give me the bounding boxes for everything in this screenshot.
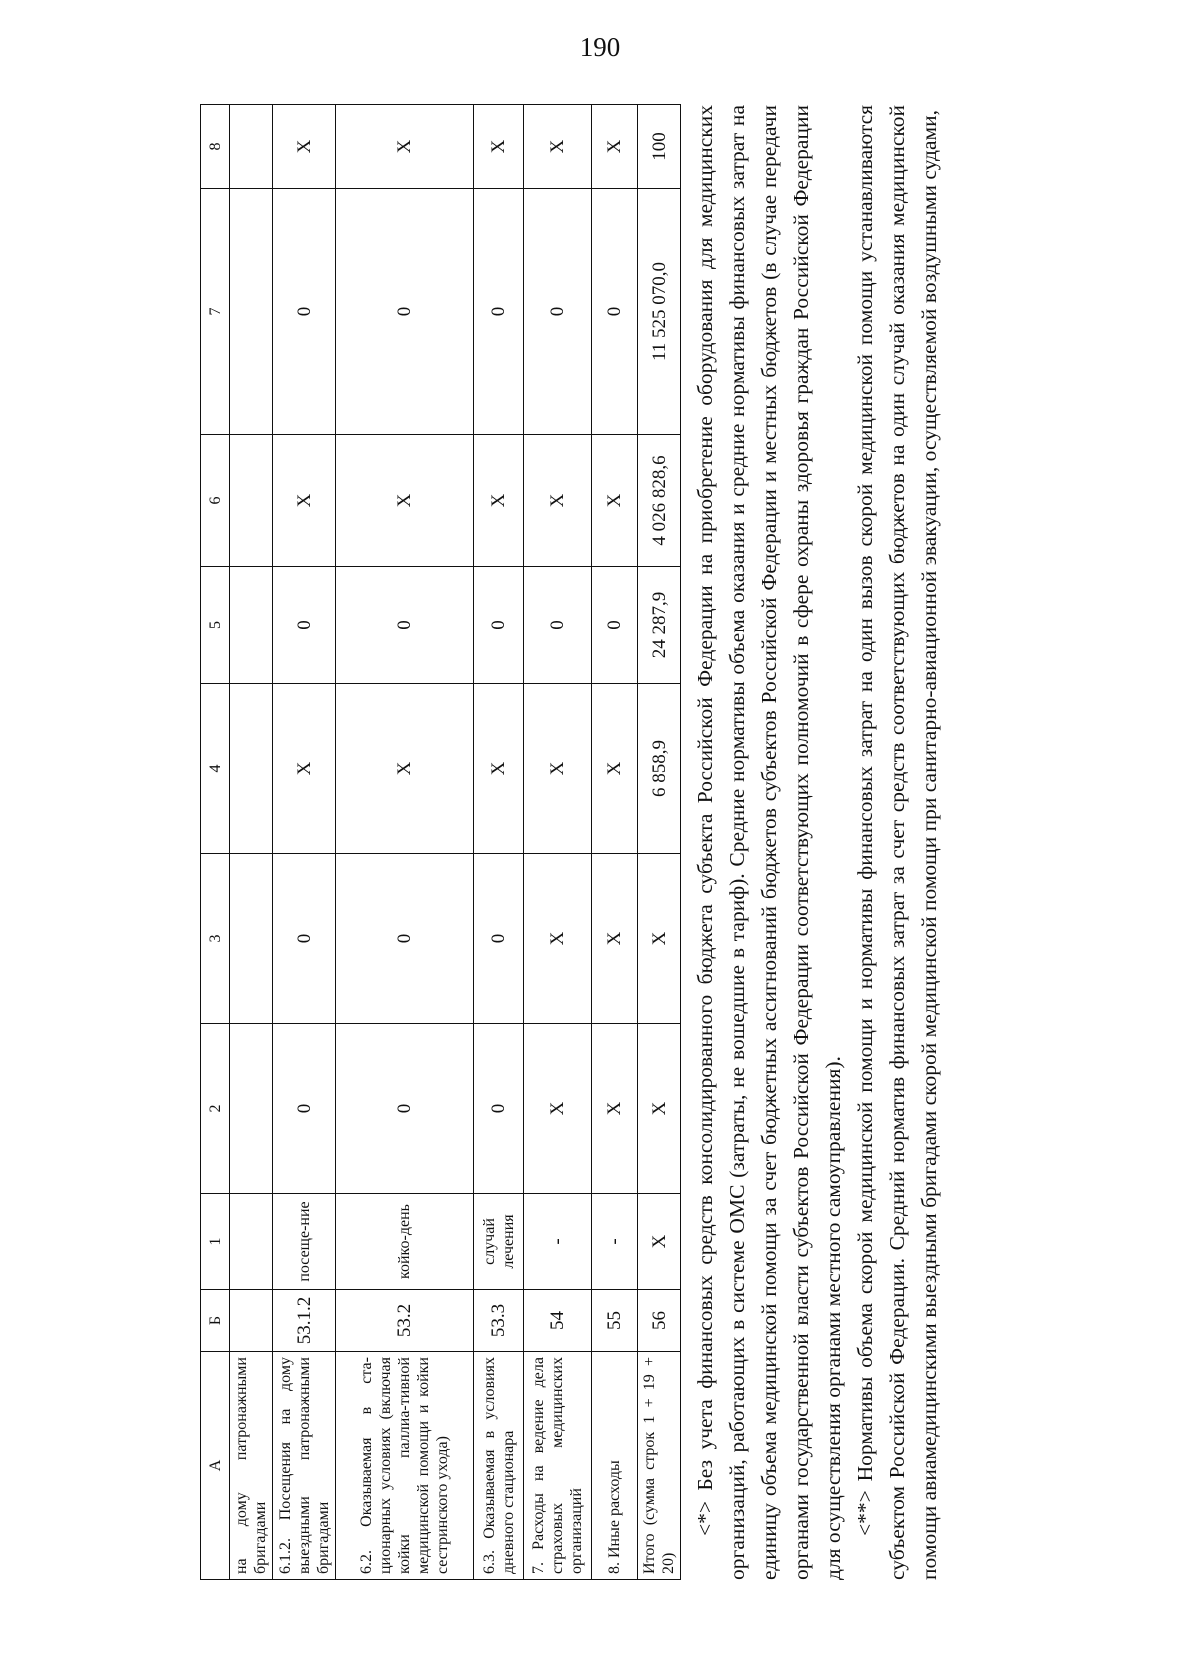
unit-cell: посеще-ние <box>273 1194 336 1290</box>
value-cell: 0 <box>273 567 336 684</box>
value-cell: 24 287,9 <box>638 567 681 684</box>
header-cell: 3 <box>201 854 230 1024</box>
header-cell: 8 <box>201 105 230 189</box>
value-cell: Х <box>592 105 638 189</box>
value-cell: Х <box>474 684 524 854</box>
value-cell: Х <box>336 435 474 567</box>
value-cell: Х <box>638 854 681 1024</box>
value-cell: 0 <box>336 189 474 435</box>
header-cell: 4 <box>201 684 230 854</box>
row-code <box>230 1290 273 1352</box>
value-cell: Х <box>592 854 638 1024</box>
value-cell <box>230 105 273 189</box>
value-cell <box>230 1024 273 1194</box>
row-label: 6.3. Оказываемая в условиях дневного стационара <box>474 1352 524 1580</box>
footnote-1: <*> Без учета финансовых средств консолидированного бюджета субъекта Российской Федерации на приобретение оборудования для медицинских организаций, работающих в системе ОМС (затраты, не вошедшие в тариф). Средние нормативы объема оказания и средние нормативы финансовых затрат на единицу объема медицинской помощи за счет бюджетных ассигнований бюджетов субъектов Российской Федерации и местных бюджетов (в случае передачи органами государственной власти субъектов Российской Федерации соответствующих полномочий в сфере охраны здоровья граждан Российской Федерации для осуществления органами местного самоуправления). <box>693 105 845 1580</box>
value-cell: 4 026 828,6 <box>638 435 681 567</box>
row-label: 7. Расходы на ведение дела страховых медицинских организаций <box>524 1352 592 1580</box>
unit-cell: случай лечения <box>474 1194 524 1290</box>
unit-cell: - <box>592 1194 638 1290</box>
table-row <box>230 105 273 1580</box>
value-cell: Х <box>524 105 592 189</box>
value-cell: Х <box>273 435 336 567</box>
value-cell: Х <box>524 684 592 854</box>
header-cell: Б <box>201 1290 230 1352</box>
value-cell <box>230 189 273 435</box>
header-cell: 7 <box>201 189 230 435</box>
row-code: 53.2 <box>336 1290 474 1352</box>
row-code: 53.1.2 <box>273 1290 336 1352</box>
value-cell: 0 <box>336 567 474 684</box>
value-cell: Х <box>474 435 524 567</box>
header-cell: А <box>201 1352 230 1580</box>
value-cell: Х <box>474 105 524 189</box>
value-cell: Х <box>638 1024 681 1194</box>
row-label: Итого (сумма строк 1 + 19 + 20) <box>638 1352 681 1580</box>
value-cell: 0 <box>336 1024 474 1194</box>
value-cell: Х <box>273 105 336 189</box>
header-cell: 6 <box>201 435 230 567</box>
value-cell: 0 <box>524 567 592 684</box>
unit-cell: койко-день <box>336 1194 474 1290</box>
table-row <box>474 105 524 1580</box>
value-cell: 0 <box>474 567 524 684</box>
table-row <box>273 105 336 1580</box>
value-cell: Х <box>592 1024 638 1194</box>
value-cell: Х <box>592 684 638 854</box>
row-code: 55 <box>592 1290 638 1352</box>
row-code: 56 <box>638 1290 681 1352</box>
page-number: 190 <box>579 32 621 62</box>
value-cell: Х <box>273 684 336 854</box>
header-cell: 5 <box>201 567 230 684</box>
value-cell: Х <box>336 105 474 189</box>
unit-cell: Х <box>638 1194 681 1290</box>
table-row-total <box>638 105 681 1580</box>
value-cell <box>230 567 273 684</box>
row-label: на дому патронажными бригадами <box>230 1352 273 1580</box>
unit-cell <box>230 1194 273 1290</box>
footnotes <box>689 105 945 1580</box>
value-cell: Х <box>592 435 638 567</box>
value-cell: 0 <box>273 854 336 1024</box>
row-code: 54 <box>524 1290 592 1352</box>
header-cell: 1 <box>201 1194 230 1290</box>
value-cell: 6 858,9 <box>638 684 681 854</box>
value-cell: 0 <box>273 1024 336 1194</box>
value-cell: 100 <box>638 105 681 189</box>
table-header-row <box>201 105 230 1580</box>
value-cell: 0 <box>474 189 524 435</box>
value-cell <box>230 684 273 854</box>
value-cell: 0 <box>592 189 638 435</box>
header-cell: 2 <box>201 1024 230 1194</box>
expenses-table <box>200 104 681 1580</box>
value-cell: 0 <box>273 189 336 435</box>
table-row <box>592 105 638 1580</box>
value-cell: Х <box>524 1024 592 1194</box>
row-label: 8. Иные расходы <box>592 1352 638 1580</box>
row-label: 6.1.2. Посещения на дому выездными патронажными бригадами <box>273 1352 336 1580</box>
value-cell <box>230 854 273 1024</box>
value-cell <box>230 435 273 567</box>
footnote-2: <**> Нормативы объема скорой медицинской помощи и нормативы финансовых затрат на один вызов скорой медицинской помощи устанавливаются субъектом Российской Федерации. Средний норматив финансовых затрат за счет средств соответствующих бюджетов на один случай оказания медицинской помощи авиамедицинскими выездными бригадами скорой медицинской помощи при санитарно-авиационной эвакуации, осуществляемой воздушными судами, <box>853 105 941 1580</box>
row-code: 53.3 <box>474 1290 524 1352</box>
value-cell: 0 <box>474 854 524 1024</box>
row-label: 6.2. Оказываемая в ста-ционарных условиях (включая койки паллиа-тивной медицинской помощи и койки сестринского ухода) <box>336 1352 474 1580</box>
value-cell: 0 <box>336 854 474 1024</box>
value-cell: Х <box>336 684 474 854</box>
value-cell: 11 525 070,0 <box>638 189 681 435</box>
value-cell: 0 <box>474 1024 524 1194</box>
rotated-page-content <box>200 105 1060 1580</box>
unit-cell: - <box>524 1194 592 1290</box>
value-cell: Х <box>524 854 592 1024</box>
table-row <box>524 105 592 1580</box>
value-cell: 0 <box>524 189 592 435</box>
value-cell: 0 <box>592 567 638 684</box>
table-row <box>336 105 474 1580</box>
value-cell: Х <box>524 435 592 567</box>
